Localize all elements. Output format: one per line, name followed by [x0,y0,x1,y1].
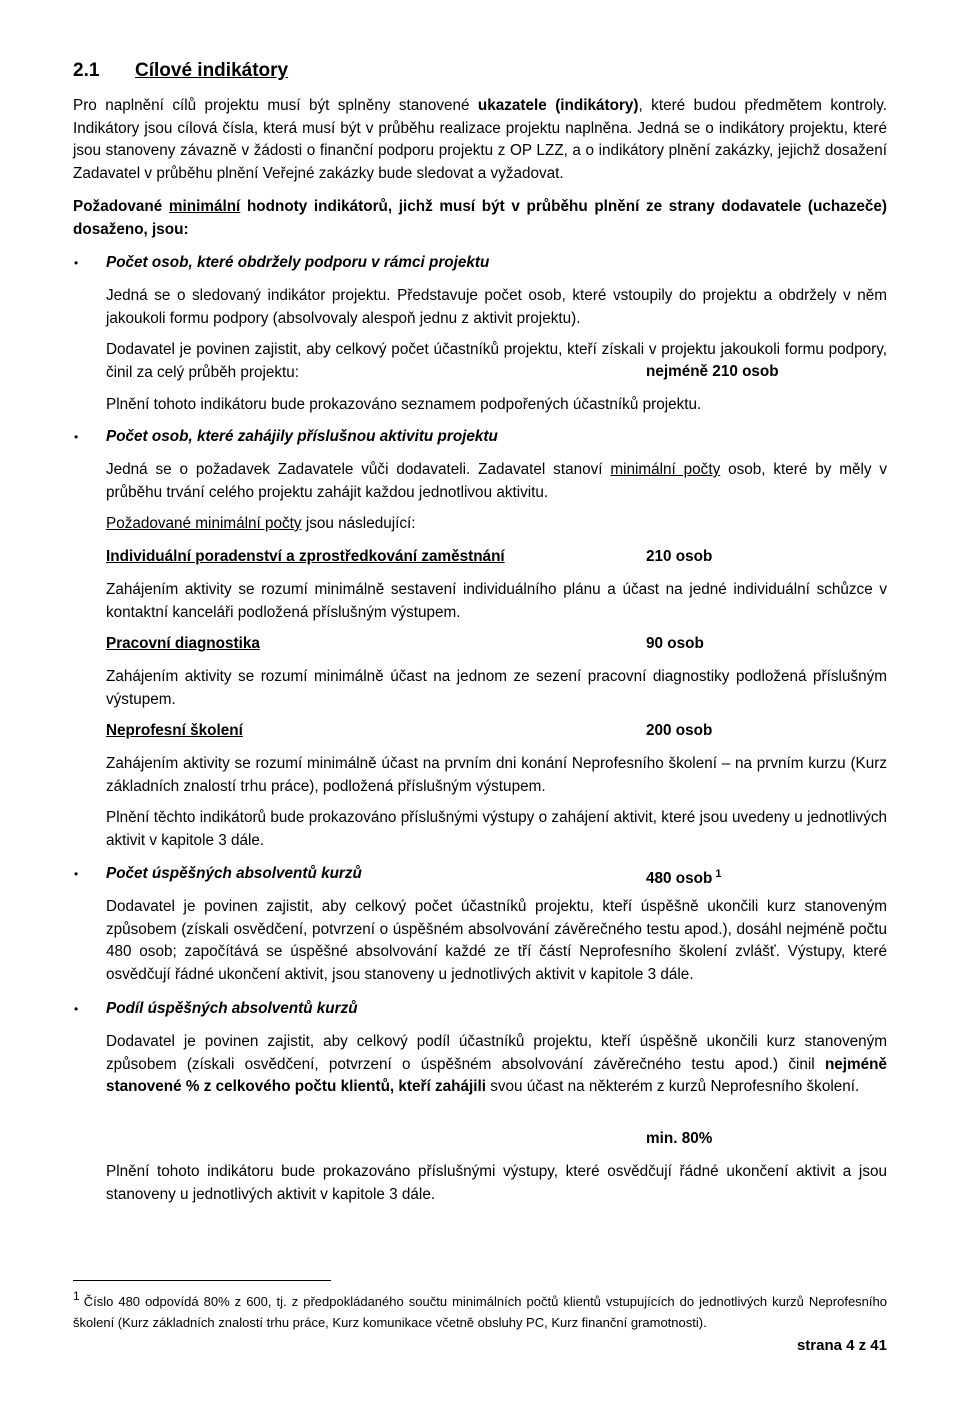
indicator-2-text-underlined: minimální počty [610,461,721,478]
indicator-4-text-c: svou účast na některém z kurzů Neprofesního školení. [485,1078,860,1095]
indicator-3-value [646,863,721,890]
indicator-1-paragraph-2: Dodavatel je povinen zajistit, aby celkový počet účastníků projektu, kteří získali v projektu jakoukoli formu podpory, činil za celý průběh projektu: [106,341,887,381]
page-number: strana 4 z 41 [796,1337,887,1354]
indicator-2-text-c: osob, které by měly v průběhu trvání celého projektu zahájit každou jednotlivou aktivitu. [106,461,888,501]
footnote-mark: 1 [73,1289,80,1303]
section-number: 2.1 [73,60,100,81]
indicator-4-value: min. 80% [646,1130,713,1147]
indicator-1-value: nejméně 210 osob [646,363,779,380]
indicator-4-text-bold: nejméně stanovené % z celkového počtu klientů, kteří zahájili [106,1055,887,1095]
intro-paragraph [73,95,887,185]
indicator-2-minimums-suffix: jsou následující: [301,515,416,532]
intro-text-a: Pro naplnění cílů projektu musí být splněny stanovené [73,97,478,114]
required-text-c: hodnoty indikátorů, jichž musí být v průběhu plnění ze strany dodavatele (uchazeče) dosaženo, jsou: [73,198,887,238]
activity-3-value: 200 osob [646,722,713,739]
intro-text-bold: ukazatele (indikátory) [477,97,639,114]
indicator-4-paragraph-1 [106,1031,887,1099]
indicator-2-paragraph-1 [106,459,887,504]
activity-2-description: Zahájením aktivity se rozumí minimálně účast na jednom ze sezení pracovní diagnostiky podložená příslušným výstupem. [106,668,887,708]
activity-2-label: Pracovní diagnostika [106,635,260,652]
indicator-3-value-text: 480 osob [646,870,713,887]
activity-1-value: 210 osob [646,548,713,565]
bullet-3: • [74,867,79,881]
indicator-1-paragraph-1: Jedná se o sledovaný indikátor projektu. Představuje počet osob, které vstoupily do projektu a obdržely v něm jakoukoli formu podpory (absolvovaly alespoň jednu z aktivit projektu). [106,287,887,327]
section-heading [73,60,288,82]
section-title: Cílové indikátory [135,60,289,81]
activity-3-description: Zahájením aktivity se rozumí minimálně účast na prvním dni konání Neprofesního školení – na prvním kurzu (Kurz základních znalostí trhu práce), podložená příslušným výstupem. [106,755,887,795]
indicator-2-minimums-label: Požadované minimální počty [106,515,302,532]
indicator-3-title: Počet úspěšných absolventů kurzů [106,865,362,882]
indicator-1-title: Počet osob, které obdržely podporu v rámci projektu [106,254,490,271]
indicator-3-paragraph: Dodavatel je povinen zajistit, aby celkový počet účastníků projektu, kteří úspěšně ukončili kurz stanoveným způsobem (získali osvědčení, potvrzení o úspěšném absolvování závěrečného testu apod.), dosáhl nejméně počtu 480 osob; započítává se úspěšné absolvování každé ze tří částí Neprofesního školení zvlášť. Výstupy, které osvědčují řádné ukončení aktivit, jsou stanoveny u jednotlivých aktivit v kapitole 3 dále. [106,898,887,983]
indicator-2-title: Počet osob, které zahájily příslušnou aktivitu projektu [106,428,498,445]
indicator-4-paragraph-2: Plnění tohoto indikátoru bude prokazováno příslušnými výstupy, které osvědčují řádné ukončení aktivit a jsou stanoveny u jednotlivých aktivit v kapitole 3 dále. [106,1163,887,1203]
indicator-2-text-a: Jedná se o požadavek Zadavatele vůči dodavateli. Zadavatel stanoví [106,461,611,478]
footnote-separator [73,1280,331,1281]
required-paragraph [73,196,887,241]
required-text-underlined: minimální [168,198,241,215]
activity-1-label: Individuální poradenství a zprostředkování zaměstnání [106,548,505,565]
required-text-a: Požadované [73,198,169,215]
intro-text-c: , které budou předmětem kontroly. Indikátory jsou cílová čísla, která musí být v průběhu realizace projektu naplněna. Jedná se o indikátory projektu, které jsou stanoveny závazně v žádosti o finanční podporu projektu z OP LZZ, a o indikátory plnění zakázky, jejichž dosažení Zadavatel v průběhu plnění Veřejné zakázky bude sledovat a vyžadovat. [73,97,887,182]
footnote [73,1286,887,1333]
bullet-2: • [74,430,79,444]
activity-1-description: Zahájením aktivity se rozumí minimálně sestavení individuálního plánu a účast na jedné individuální schůzce v kontaktní kanceláři podložená příslušným výstupem. [106,581,887,621]
footnote-text: Číslo 480 odpovídá 80% z 600, tj. z předpokládaného součtu minimálních počtů klientů vstupujících do jednotlivých kurzů Neprofesního školení (Kurz základních znalostí trhu práce, Kurz komunikace včetně obsluhy PC, Kurz finanční gramotnosti). [73,1294,887,1330]
indicator-4-text-a: Dodavatel je povinen zajistit, aby celkový podíl účastníků projektu, kteří úspěšně ukončili kurz stanoveným způsobem (získali osvědčení, potvrzení o úspěšném absolvování závěrečného testu apod.) činil [106,1033,887,1073]
bullet-1: • [74,256,79,270]
activity-2-value: 90 osob [646,635,704,652]
bullet-4: • [74,1002,79,1016]
activity-3-label: Neprofesní školení [106,722,243,739]
footnote-reference[interactable]: 1 [715,868,722,880]
indicator-4-title: Podíl úspěšných absolventů kurzů [106,1000,358,1017]
indicator-2-paragraph-2 [106,513,887,536]
indicator-1-paragraph-3: Plnění tohoto indikátoru bude prokazováno seznamem podpořených účastníků projektu. [106,396,702,413]
indicator-2-paragraph-3: Plnění těchto indikátorů bude prokazováno příslušnými výstupy o zahájení aktivit, které jsou uvedeny u jednotlivých aktivit v kapitole 3 dále. [106,809,887,849]
